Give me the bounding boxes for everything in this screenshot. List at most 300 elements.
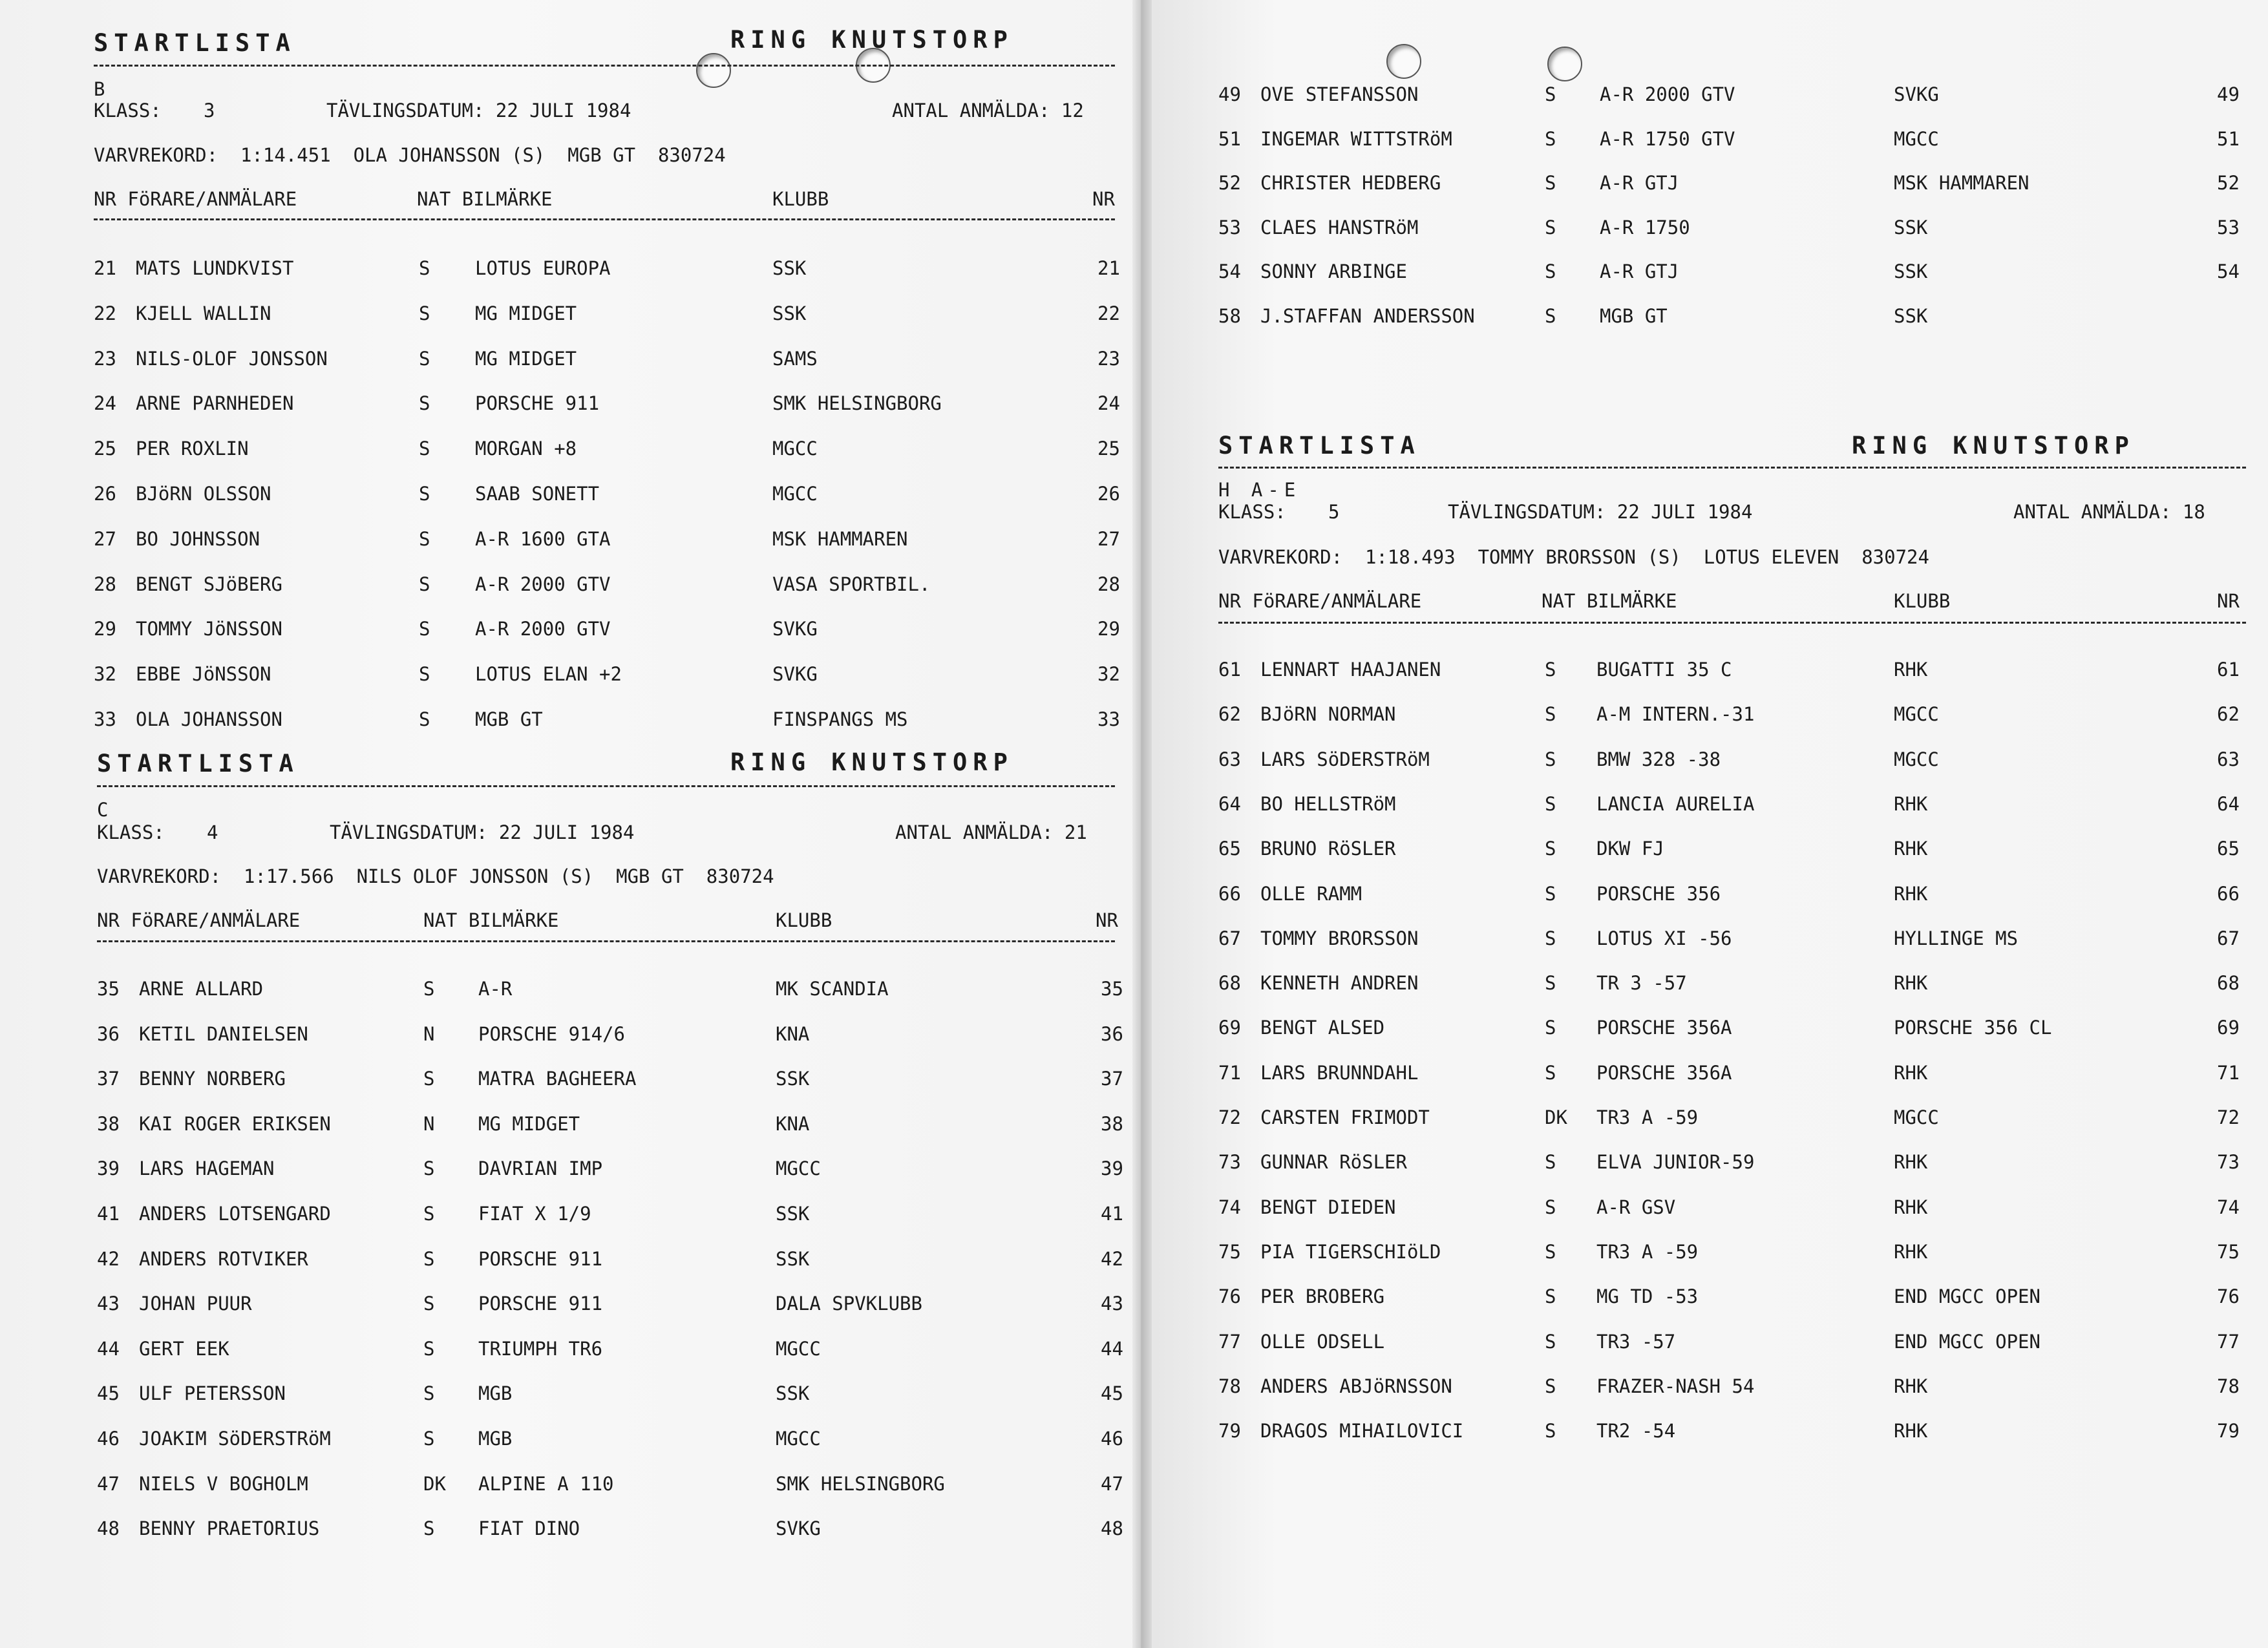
car-make: MG MIDGET [475,347,577,370]
car-make: TR3 A -59 [1596,1240,1699,1263]
nationality: S [1545,659,1556,681]
nationality: S [1545,1420,1556,1442]
driver-name: ARNE PARNHEDEN [136,392,294,415]
row-number-right: 66 [2217,882,2240,905]
column-header-nr: NR [1092,188,1115,210]
row-number-right: 69 [2217,1017,2240,1039]
row-number-right: 62 [2217,703,2240,726]
driver-name: MATS LUNDKVIST [136,257,294,279]
club-name: PORSCHE 356 CL [1894,1017,2052,1039]
driver-name: CARSTEN FRIMODT [1260,1106,1430,1128]
column-header-nat-car: NAT BILMÄRKE [417,188,553,210]
row-number: 49 [1218,83,1241,105]
car-make: MG MIDGET [475,302,577,324]
row-number-right: 26 [1097,483,1120,505]
club-name: SVKG [776,1517,821,1540]
driver-name: KJELL WALLIN [136,302,271,324]
row-number-right: 54 [2217,260,2240,282]
club-name: MGCC [772,483,818,505]
nationality: S [423,1517,435,1540]
car-make: PORSCHE 356A [1596,1017,1732,1039]
page-fold [1132,0,1152,1648]
section-h-anmalda: ANTAL ANMÄLDA: 18 [2013,501,2205,523]
row-number: 51 [1218,127,1241,150]
driver-name: BENGT DIEDEN [1260,1196,1396,1218]
nationality: S [419,347,430,370]
club-name: MGCC [1894,703,1939,726]
row-number-right: 52 [2217,172,2240,194]
car-make: SAAB SONETT [475,483,600,505]
club-name: SVKG [772,663,818,686]
row-number: 64 [1218,792,1241,815]
club-name: RHK [1894,1061,1928,1084]
club-name: MGCC [776,1428,821,1450]
section-c-title: STARTLISTA [97,750,299,777]
row-number: 62 [1218,703,1241,726]
driver-name: NILS-OLOF JONSSON [136,347,328,370]
car-make: MGB [478,1428,513,1450]
driver-name: ARNE ALLARD [139,978,264,1000]
car-make: PORSCHE 356 [1596,882,1721,905]
nationality: DK [423,1472,446,1495]
nationality: S [423,1428,435,1450]
car-make: A-R 1750 [1600,216,1690,238]
driver-name: LENNART HAAJANEN [1260,659,1441,681]
nationality: N [423,1112,435,1135]
row-number: 36 [97,1022,120,1045]
club-name: END MGCC OPEN [1894,1285,2040,1308]
driver-name: TOMMY BRORSSON [1260,927,1419,949]
car-make: LOTUS EUROPA [475,257,611,279]
nationality: S [419,483,430,505]
column-header-nat-car: NAT BILMÄRKE [423,909,559,931]
row-number: 72 [1218,1106,1241,1128]
divider [94,65,1115,67]
driver-name: BJöRN NORMAN [1260,703,1396,726]
driver-name: SONNY ARBINGE [1260,260,1407,282]
club-name: HYLLINGE MS [1894,927,2019,949]
row-number-right: 53 [2217,216,2240,238]
column-header-club: KLUBB [772,188,829,210]
nationality: S [419,257,430,279]
driver-name: PER ROXLIN [136,438,249,460]
section-b-datum: TÄVLINGSDATUM: 22 JULI 1984 [326,100,631,121]
driver-name: ULF PETERSSON [139,1382,286,1405]
row-number: 41 [97,1203,120,1225]
car-make: A-M INTERN.-31 [1596,703,1755,726]
club-name: SSK [776,1068,810,1090]
nationality: S [1545,1375,1556,1397]
car-make: MG TD -53 [1596,1285,1699,1308]
row-number: 79 [1218,1420,1241,1442]
car-make: ELVA JUNIOR-59 [1596,1151,1755,1174]
row-number: 52 [1218,172,1241,194]
row-number-right: 48 [1101,1517,1123,1540]
row-number-right: 63 [2217,748,2240,770]
section-b-varvrekord: VARVREKORD: 1:14.451 OLA JOHANSSON (S) MGB GT 830724 [94,144,726,166]
nationality: S [419,573,430,595]
row-number-right: 61 [2217,659,2240,681]
nationality: S [419,302,430,324]
club-name: VASA SPORTBIL. [772,573,931,595]
car-make: A-R 2000 GTV [475,573,611,595]
club-name: SSK [1894,216,1928,238]
nationality: S [1545,83,1556,105]
divider [94,218,1115,220]
car-make: DKW FJ [1596,838,1664,860]
section-b-track: RING KNUTSTORP [730,26,1013,54]
nationality: DK [1545,1106,1567,1128]
driver-name: OLLE ODSELL [1260,1330,1385,1353]
car-make: A-R GTJ [1600,172,1679,194]
nationality: S [1545,216,1556,238]
club-name: SSK [772,302,807,324]
row-number-right: 77 [2217,1330,2240,1353]
car-make: TRIUMPH TR6 [478,1337,603,1360]
nationality: S [423,1247,435,1270]
driver-name: KAI ROGER ERIKSEN [139,1112,331,1135]
punch-hole [1386,44,1421,79]
club-name: RHK [1894,882,1928,905]
nationality: S [419,663,430,686]
nationality: S [423,1157,435,1180]
row-number: 27 [94,527,116,550]
driver-name: BRUNO RöSLER [1260,838,1396,860]
driver-name: BENNY PRAETORIUS [139,1517,320,1540]
row-number-right: 71 [2217,1061,2240,1084]
driver-name: OVE STEFANSSON [1260,83,1419,105]
nationality: S [1545,792,1556,815]
club-name: FINSPANGS MS [772,708,908,730]
section-h-varvrekord: VARVREKORD: 1:18.493 TOMMY BRORSSON (S) LOTUS ELEVEN 830724 [1218,546,1929,568]
nationality: S [1545,1196,1556,1218]
section-h-klass-label: KLASS: [1218,501,1286,523]
car-make: TR2 -54 [1596,1420,1676,1442]
car-make: PORSCHE 356A [1596,1061,1732,1084]
row-number: 24 [94,392,116,415]
driver-name: KETIL DANIELSEN [139,1022,308,1045]
club-name: SVKG [772,618,818,640]
club-name: MGCC [1894,127,1939,150]
row-number-right: 27 [1097,527,1120,550]
column-header-nr-name: NR FöRARE/ANMÄLARE [1218,590,1422,612]
nationality: S [1545,927,1556,949]
punch-hole [1547,47,1582,81]
driver-name: J.STAFFAN ANDERSSON [1260,304,1475,327]
driver-name: LARS SöDERSTRöM [1260,748,1430,770]
club-name: SSK [772,257,807,279]
row-number-right: 46 [1101,1428,1123,1450]
divider [1218,622,2246,624]
car-make: PORSCHE 914/6 [478,1022,625,1045]
club-name: MSK HAMMAREN [1894,172,2030,194]
club-name: SMK HELSINGBORG [772,392,942,415]
nationality: S [419,708,430,730]
nationality: S [1545,1285,1556,1308]
column-header-nr: NR [1096,909,1118,931]
nationality: S [1545,172,1556,194]
driver-name: BO HELLSTRöM [1260,792,1396,815]
row-number: 54 [1218,260,1241,282]
car-make: LOTUS XI -56 [1596,927,1732,949]
section-c-track: RING KNUTSTORP [730,748,1013,776]
driver-name: INGEMAR WITTSTRöM [1260,127,1452,150]
nationality: S [419,527,430,550]
driver-name: LARS HAGEMAN [139,1157,275,1180]
car-make: MORGAN +8 [475,438,577,460]
nationality: S [1545,838,1556,860]
row-number: 76 [1218,1285,1241,1308]
driver-name: EBBE JöNSSON [136,663,271,686]
club-name: MGCC [772,438,818,460]
punch-hole [696,53,731,88]
section-h-track: RING KNUTSTORP [1852,432,2135,460]
club-name: RHK [1894,1240,1928,1263]
column-header-club: KLUBB [1894,590,1951,612]
driver-name: NIELS V BOGHOLM [139,1472,308,1495]
row-number: 63 [1218,748,1241,770]
nationality: S [423,1382,435,1405]
club-name: SSK [776,1203,810,1225]
club-name: RHK [1894,972,1928,995]
row-number: 45 [97,1382,120,1405]
club-name: MGCC [776,1157,821,1180]
nationality: S [419,438,430,460]
row-number: 25 [94,438,116,460]
nationality: S [1545,972,1556,995]
club-name: SSK [776,1247,810,1270]
section-c-varvrekord: VARVREKORD: 1:17.566 NILS OLOF JONSSON (S) MGB GT 830724 [97,865,774,887]
club-name: RHK [1894,1375,1928,1397]
nationality: S [423,1203,435,1225]
column-header-nr-name: NR FöRARE/ANMÄLARE [94,188,297,210]
car-make: A-R 1600 GTA [475,527,611,550]
car-make: TR3 A -59 [1596,1106,1699,1128]
row-number: 33 [94,708,116,730]
section-c-anmalda: ANTAL ANMÄLDA: 21 [895,821,1087,843]
nationality: S [1545,882,1556,905]
row-number-right: 74 [2217,1196,2240,1218]
row-number: 58 [1218,304,1241,327]
car-make: A-R 2000 GTV [1600,83,1735,105]
section-h-klass: 5 [1328,501,1340,523]
driver-name: PIA TIGERSCHIöLD [1260,1240,1441,1263]
driver-name: ANDERS ROTVIKER [139,1247,308,1270]
club-name: MK SCANDIA [776,978,889,1000]
club-name: SVKG [1894,83,1939,105]
row-number-right: 44 [1101,1337,1123,1360]
row-number-right: 72 [2217,1106,2240,1128]
nationality: S [1545,1061,1556,1084]
club-name: RHK [1894,792,1928,815]
row-number-right: 25 [1097,438,1120,460]
row-number-right: 35 [1101,978,1123,1000]
club-name: MSK HAMMAREN [772,527,908,550]
driver-name: GERT EEK [139,1337,229,1360]
row-number-right: 24 [1097,392,1120,415]
row-number: 48 [97,1517,120,1540]
car-make: FIAT X 1/9 [478,1203,591,1225]
club-name: SAMS [772,347,818,370]
club-name: RHK [1894,659,1928,681]
row-number: 26 [94,483,116,505]
car-make: MGB GT [475,708,543,730]
divider [97,785,1115,787]
row-number-right: 76 [2217,1285,2240,1308]
row-number-right: 67 [2217,927,2240,949]
nationality: S [419,618,430,640]
car-make: MATRA BAGHEERA [478,1068,637,1090]
column-header-club: KLUBB [776,909,832,931]
nationality: S [1545,1017,1556,1039]
row-number-right: 41 [1101,1203,1123,1225]
driver-name: KENNETH ANDREN [1260,972,1419,995]
car-make: LOTUS ELAN +2 [475,663,622,686]
row-number-right: 65 [2217,838,2240,860]
row-number: 42 [97,1247,120,1270]
driver-name: BJöRN OLSSON [136,483,271,505]
nationality: S [423,1337,435,1360]
nationality: S [1545,1330,1556,1353]
row-number-right: 22 [1097,302,1120,324]
row-number-right: 36 [1101,1022,1123,1045]
section-c-klass-label: KLASS: [97,821,165,843]
row-number-right: 78 [2217,1375,2240,1397]
row-number: 75 [1218,1240,1241,1263]
car-make: TR3 -57 [1596,1330,1676,1353]
column-header-nr-name: NR FöRARE/ANMÄLARE [97,909,301,931]
club-name: RHK [1894,838,1928,860]
driver-name: OLA JOHANSSON [136,708,282,730]
club-name: END MGCC OPEN [1894,1330,2040,1353]
row-number: 78 [1218,1375,1241,1397]
driver-name: LARS BRUNNDAHL [1260,1061,1419,1084]
car-make: A-R GTJ [1600,260,1679,282]
car-make: LANCIA AURELIA [1596,792,1755,815]
row-number: 65 [1218,838,1241,860]
car-make: TR 3 -57 [1596,972,1687,995]
car-make: BUGATTI 35 C [1596,659,1732,681]
nationality: S [1545,304,1556,327]
club-name: SSK [1894,260,1928,282]
car-make: A-R GSV [1596,1196,1676,1218]
row-number: 61 [1218,659,1241,681]
section-b-anmalda: ANTAL ANMÄLDA: 12 [892,100,1084,121]
section-c-datum: TÄVLINGSDATUM: 22 JULI 1984 [330,821,635,843]
column-header-nat-car: NAT BILMÄRKE [1542,590,1677,612]
car-make: ALPINE A 110 [478,1472,614,1495]
driver-name: GUNNAR RöSLER [1260,1151,1407,1174]
car-make: FRAZER-NASH 54 [1596,1375,1755,1397]
nationality: S [1545,127,1556,150]
row-number: 71 [1218,1061,1241,1084]
row-number-right: 75 [2217,1240,2240,1263]
row-number: 66 [1218,882,1241,905]
club-name: KNA [776,1022,810,1045]
club-name: MGCC [1894,748,1939,770]
row-number-right: 37 [1101,1068,1123,1090]
section-b-klass-label: KLASS: [94,100,162,121]
row-number: 32 [94,663,116,686]
nationality: S [1545,1240,1556,1263]
row-number-right: 21 [1097,257,1120,279]
section-h-datum: TÄVLINGSDATUM: 22 JULI 1984 [1448,501,1753,523]
car-make: MGB [478,1382,513,1405]
row-number: 69 [1218,1017,1241,1039]
car-make: PORSCHE 911 [478,1247,603,1270]
row-number-right: 64 [2217,792,2240,815]
nationality: S [423,1068,435,1090]
car-make: A-R 2000 GTV [475,618,611,640]
driver-name: BENNY NORBERG [139,1068,286,1090]
club-name: KNA [776,1112,810,1135]
row-number-right: 38 [1101,1112,1123,1135]
row-number-right: 32 [1097,663,1120,686]
section-h-title: STARTLISTA [1218,432,1421,460]
row-number: 35 [97,978,120,1000]
section-c-group: C [97,799,109,821]
row-number: 28 [94,573,116,595]
driver-name: BENGT ALSED [1260,1017,1385,1039]
row-number: 22 [94,302,116,324]
row-number-right: 43 [1101,1293,1123,1315]
nationality: S [1545,703,1556,726]
driver-name: ANDERS ABJöRNSSON [1260,1375,1452,1397]
row-number: 73 [1218,1151,1241,1174]
row-number: 67 [1218,927,1241,949]
club-name: SSK [1894,304,1928,327]
column-header-nr: NR [2217,590,2240,612]
car-make: DAVRIAN IMP [478,1157,603,1180]
row-number-right: 23 [1097,347,1120,370]
nationality: S [1545,748,1556,770]
section-b-group: B [94,78,105,100]
row-number: 23 [94,347,116,370]
section-b-title: STARTLISTA [94,29,296,57]
right-page [1141,0,2268,1648]
driver-name: BENGT SJöBERG [136,573,282,595]
car-make: PORSCHE 911 [478,1293,603,1315]
car-make: MG MIDGET [478,1112,580,1135]
nationality: S [423,978,435,1000]
row-number-right: 45 [1101,1382,1123,1405]
nationality: S [1545,1151,1556,1174]
row-number-right: 28 [1097,573,1120,595]
driver-name: CLAES HANSTRöM [1260,216,1419,238]
driver-name: OLLE RAMM [1260,882,1362,905]
driver-name: BO JOHNSSON [136,527,260,550]
divider [97,940,1115,942]
row-number: 47 [97,1472,120,1495]
section-c-klass: 4 [207,821,218,843]
driver-name: PER BROBERG [1260,1285,1385,1308]
row-number: 29 [94,618,116,640]
club-name: RHK [1894,1420,1928,1442]
car-make: BMW 328 -38 [1596,748,1721,770]
club-name: RHK [1894,1151,1928,1174]
row-number-right: 49 [2217,83,2240,105]
nationality: N [423,1022,435,1045]
section-b-klass: 3 [204,100,215,121]
row-number: 21 [94,257,116,279]
row-number: 44 [97,1337,120,1360]
row-number-right: 73 [2217,1151,2240,1174]
row-number-right: 42 [1101,1247,1123,1270]
divider [1218,467,2246,469]
driver-name: DRAGOS MIHAILOVICI [1260,1420,1464,1442]
nationality: S [1545,260,1556,282]
driver-name: JOHAN PUUR [139,1293,252,1315]
